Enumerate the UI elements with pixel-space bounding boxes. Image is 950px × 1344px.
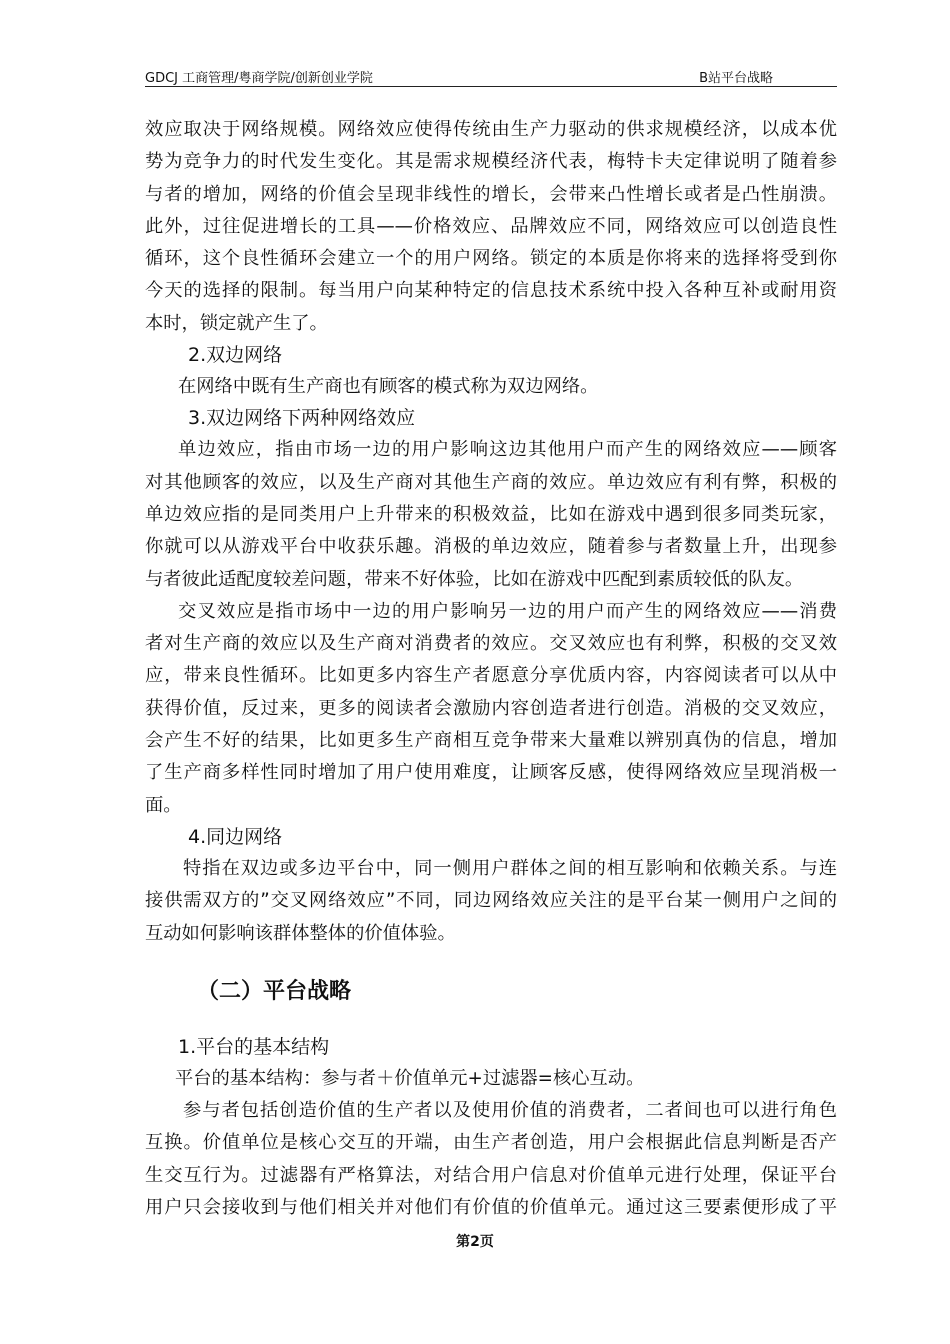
text-line: 对其他顾客的效应，以及生产商对其他生产商的效应。单边效应有利有弊，积极的	[145, 471, 837, 493]
text-line: 面。	[145, 794, 182, 816]
text-line: 应，带来良性循环。比如更多内容生产者愿意分享优质内容，内容阅读者可以从中	[145, 665, 837, 687]
paragraph	[145, 434, 837, 595]
text-line: 接供需双方的”交叉网络效应”不同，同边网络效应关注的是平台某一侧用户之间的	[145, 890, 837, 912]
text-line: 获得价值，反过来，更多的阅读者会激励内容创造者进行创造。消极的交叉效应，	[145, 697, 837, 719]
document-body	[145, 114, 837, 1224]
paragraph	[145, 1095, 837, 1224]
subsection-heading: 2.双边网络	[188, 344, 283, 367]
section-heading: （二）平台战略	[197, 978, 352, 1004]
page-header	[145, 64, 837, 87]
text-line: 参与者包括创造价值的生产者以及使用价值的消费者，二者间也可以进行角色	[183, 1100, 837, 1122]
text-line: 势为竞争力的时代发生变化。其是需求规模经济代表，梅特卡夫定律说明了随着参	[145, 151, 837, 173]
text-line: 者对生产商的效应以及生产商对消费者的效应。交叉效应也有利弊，积极的交叉效	[145, 633, 837, 655]
subsection-heading: 1.平台的基本结构	[178, 1035, 330, 1058]
text-line: 此外，过往促进增长的工具——价格效应、品牌效应不同，网络效应可以创造良性	[145, 215, 837, 237]
text-line: 本时，锁定就产生了。	[145, 312, 328, 334]
text-line: 你就可以从游戏平台中收获乐趣。消极的单边效应，随着参与者数量上升，出现参	[145, 536, 837, 558]
header-institution: GDCJ 工商管理/粤商学院/创新创业学院	[145, 71, 373, 86]
text-line: 在网络中既有生产商也有顾客的模式称为双边网络。	[178, 376, 599, 398]
text-line: 循环，这个良性循环会建立一个的用户网络。锁定的本质是你将来的选择将受到你	[145, 248, 837, 270]
paragraph	[145, 371, 837, 403]
subsection-heading: 4.同边网络	[188, 825, 283, 848]
text-line: 特指在双边或多边平台中，同一侧用户群体之间的相互影响和依赖关系。与连	[183, 857, 837, 879]
subsection-heading: 3.双边网络下两种网络效应	[188, 407, 416, 430]
text-line: 生交互行为。过滤器有严格算法，对结合用户信息对价值单元进行处理，保证平台	[145, 1164, 837, 1186]
header-title: B站平台战略	[699, 71, 773, 86]
text-line: 今天的选择的限制。每当用户向某种特定的信息技术系统中投入各种互补或耐用资	[145, 280, 837, 302]
text-line: 会产生不好的结果，比如更多生产商相互竞争带来大量难以辨别真伪的信息，增加	[145, 730, 837, 752]
paragraph	[145, 1063, 837, 1095]
paragraph	[145, 114, 837, 340]
text-line: 了生产商多样性同时增加了用户使用难度，让顾客反感，使得网络效应呈现消极一	[145, 762, 837, 784]
text-line: 互动如何影响该群体整体的价值体验。	[145, 922, 456, 944]
paragraph	[145, 853, 837, 950]
text-line: 平台的基本结构：参与者＋价值单元+过滤器=核心互动。	[175, 1067, 645, 1089]
text-line: 单边效应指的是同类用户上升带来的积极效益，比如在游戏中遇到很多同类玩家，	[145, 503, 837, 525]
text-line: 互换。价值单位是核心交互的开端，由生产者创造，用户会根据此信息判断是否产	[145, 1132, 837, 1154]
text-line: 效应取决于网络规模。网络效应使得传统由生产力驱动的供求规模经济，以成本优	[145, 119, 837, 140]
text-line: 与者彼此适配度较差问题，带来不好体验，比如在游戏中匹配到素质较低的队友。	[145, 568, 804, 590]
page-number: 第2页	[456, 1234, 494, 1250]
text-line: 用户只会接收到与他们相关并对他们有价值的价值单元。通过这三要素便形成了平	[145, 1197, 837, 1219]
text-line: 与者的增加，网络的价值会呈现非线性的增长，会带来凸性增长或者是凸性崩溃。	[145, 183, 837, 205]
text-line: 单边效应，指由市场一边的用户影响这边其他用户而产生的网络效应——顾客	[178, 439, 837, 461]
paragraph	[145, 596, 837, 822]
text-line: 交叉效应是指市场中一边的用户影响另一边的用户而产生的网络效应——消费	[178, 600, 837, 622]
